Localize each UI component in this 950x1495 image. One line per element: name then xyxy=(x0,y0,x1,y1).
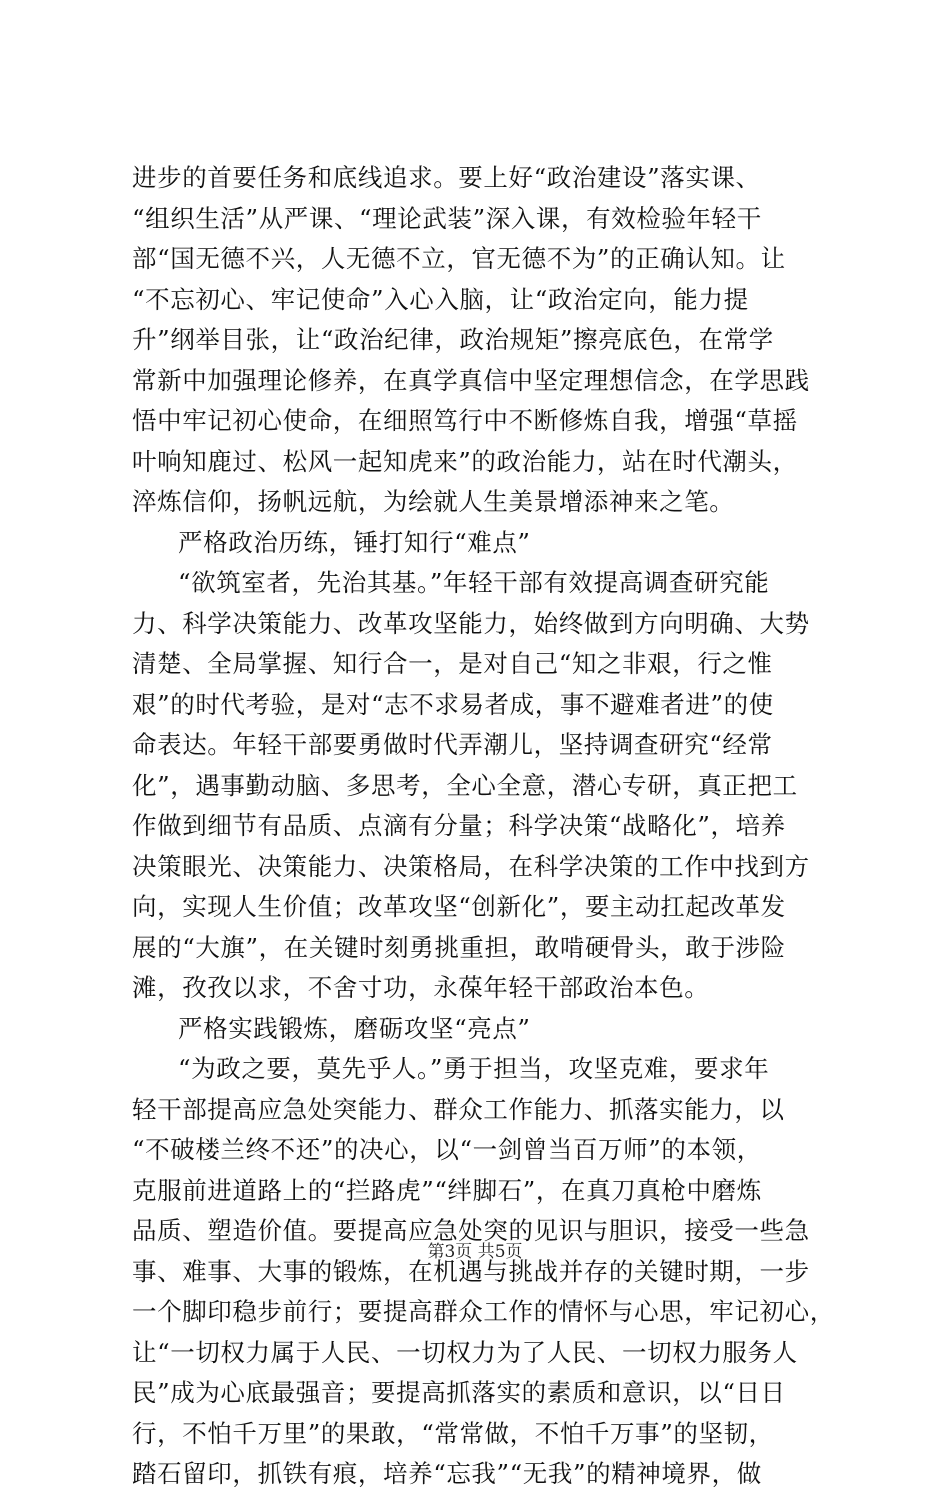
text-line: 艰”的时代考验，是对“志不求易者成，事不避难者进”的使 xyxy=(132,689,774,719)
text-line: 一个脚印稳步前行；要提高群众工作的情怀与心思，牢记初心， xyxy=(132,1297,835,1326)
text-line: 进步的首要任务和底线追求。要上好“政治建设”落实课、 xyxy=(132,163,761,192)
text-line: “不忘初心、牢记使命”入心入脑，让“政治定向，能力提 xyxy=(132,284,749,314)
text-line: 克服前进道路上的“拦路虎”“绊脚石”，在真刀真枪中磨炼 xyxy=(132,1175,762,1205)
text-line: 滩，孜孜以求，不舍寸功，永葆年轻干部政治本色。 xyxy=(132,973,710,1002)
paragraph-first-line: “欲筑室者，先治其基。”年轻干部有效提高调查研究能 xyxy=(178,568,770,597)
text-line: 轻干部提高应急处突能力、群众工作能力、抓落实能力，以 xyxy=(132,1094,785,1124)
text-line: 叶响知鹿过、松风一起知虎来”的政治能力，站在时代潮头， xyxy=(132,446,798,476)
text-line: 行，不怕千万里”的果敢，“常常做，不怕千万事”的坚韧， xyxy=(132,1418,774,1448)
text-line: 常新中加强理论修养，在真学真信中坚定理想信念，在学思践 xyxy=(132,365,810,395)
paragraph-first-line: “为政之要，莫先乎人。”勇于担当，攻坚克难，要求年 xyxy=(178,1054,770,1083)
document-body xyxy=(132,158,835,1495)
text-line: “组织生活”从严课、“理论武装”深入课，有效检验年轻干 xyxy=(132,203,762,233)
section-heading: 严格政治历练，锤打知行“难点” xyxy=(178,527,531,557)
text-line: 决策眼光、决策能力、决策格局，在科学决策的工作中找到方 xyxy=(132,851,810,881)
page-number-footer: 第3页 共5页 xyxy=(427,1242,523,1262)
text-line: 民”成为心底最强音；要提高抓落实的素质和意识，以“日日 xyxy=(132,1378,786,1407)
text-line: 升”纲举目张，让“政治纪律，政治规矩”擦亮底色，在常学 xyxy=(132,325,774,354)
text-line: 清楚、全局掌握、知行合一，是对自己“知之非艰，行之惟 xyxy=(132,649,773,678)
text-line: 部“国无德不兴，人无德不立，官无德不为”的正确认知。让 xyxy=(132,244,786,273)
text-line: 作做到细节有品质、点滴有分量；科学决策“战略化”，培养 xyxy=(132,811,786,840)
text-line: 品质、塑造价值。要提高应急处突的见识与胆识，接受一些急 xyxy=(132,1216,810,1245)
section-heading: 严格实践锻炼，磨砺攻坚“亮点” xyxy=(178,1013,531,1043)
text-line: 展的“大旗”，在关键时刻勇挑重担，敢啃硬骨头，敢于涉险 xyxy=(132,932,786,962)
text-line: 力、科学决策能力、改革攻坚能力，始终做到方向明确、大势 xyxy=(132,608,810,638)
text-line: 向，实现人生价值；改革攻坚“创新化”，要主动扛起改革发 xyxy=(132,892,786,921)
text-line: 淬炼信仰，扬帆远航，为绘就人生美景增添神来之笔。 xyxy=(132,487,735,516)
text-line: 悟中牢记初心使命，在细照笃行中不断修炼自我，增强“草摇 xyxy=(132,406,798,435)
text-line: 命表达。年轻干部要勇做时代弄潮儿，坚持调查研究“经常 xyxy=(132,730,773,759)
text-line: 踏石留印，抓铁有痕，培养“忘我”“无我”的精神境界，做 xyxy=(132,1459,762,1488)
text-line: 让“一切权力属于人民、一切权力为了人民、一切权力服务人 xyxy=(132,1337,798,1367)
text-line: 事、难事、大事的锻炼，在机遇与挑战并存的关键时期，一步 xyxy=(132,1256,810,1286)
text-line: “不破楼兰终不还”的决心，以“一剑曾当百万师”的本领， xyxy=(132,1135,762,1164)
text-line: 化”，遇事勤动脑、多思考，全心全意，潜心专研，真正把工 xyxy=(132,770,798,800)
